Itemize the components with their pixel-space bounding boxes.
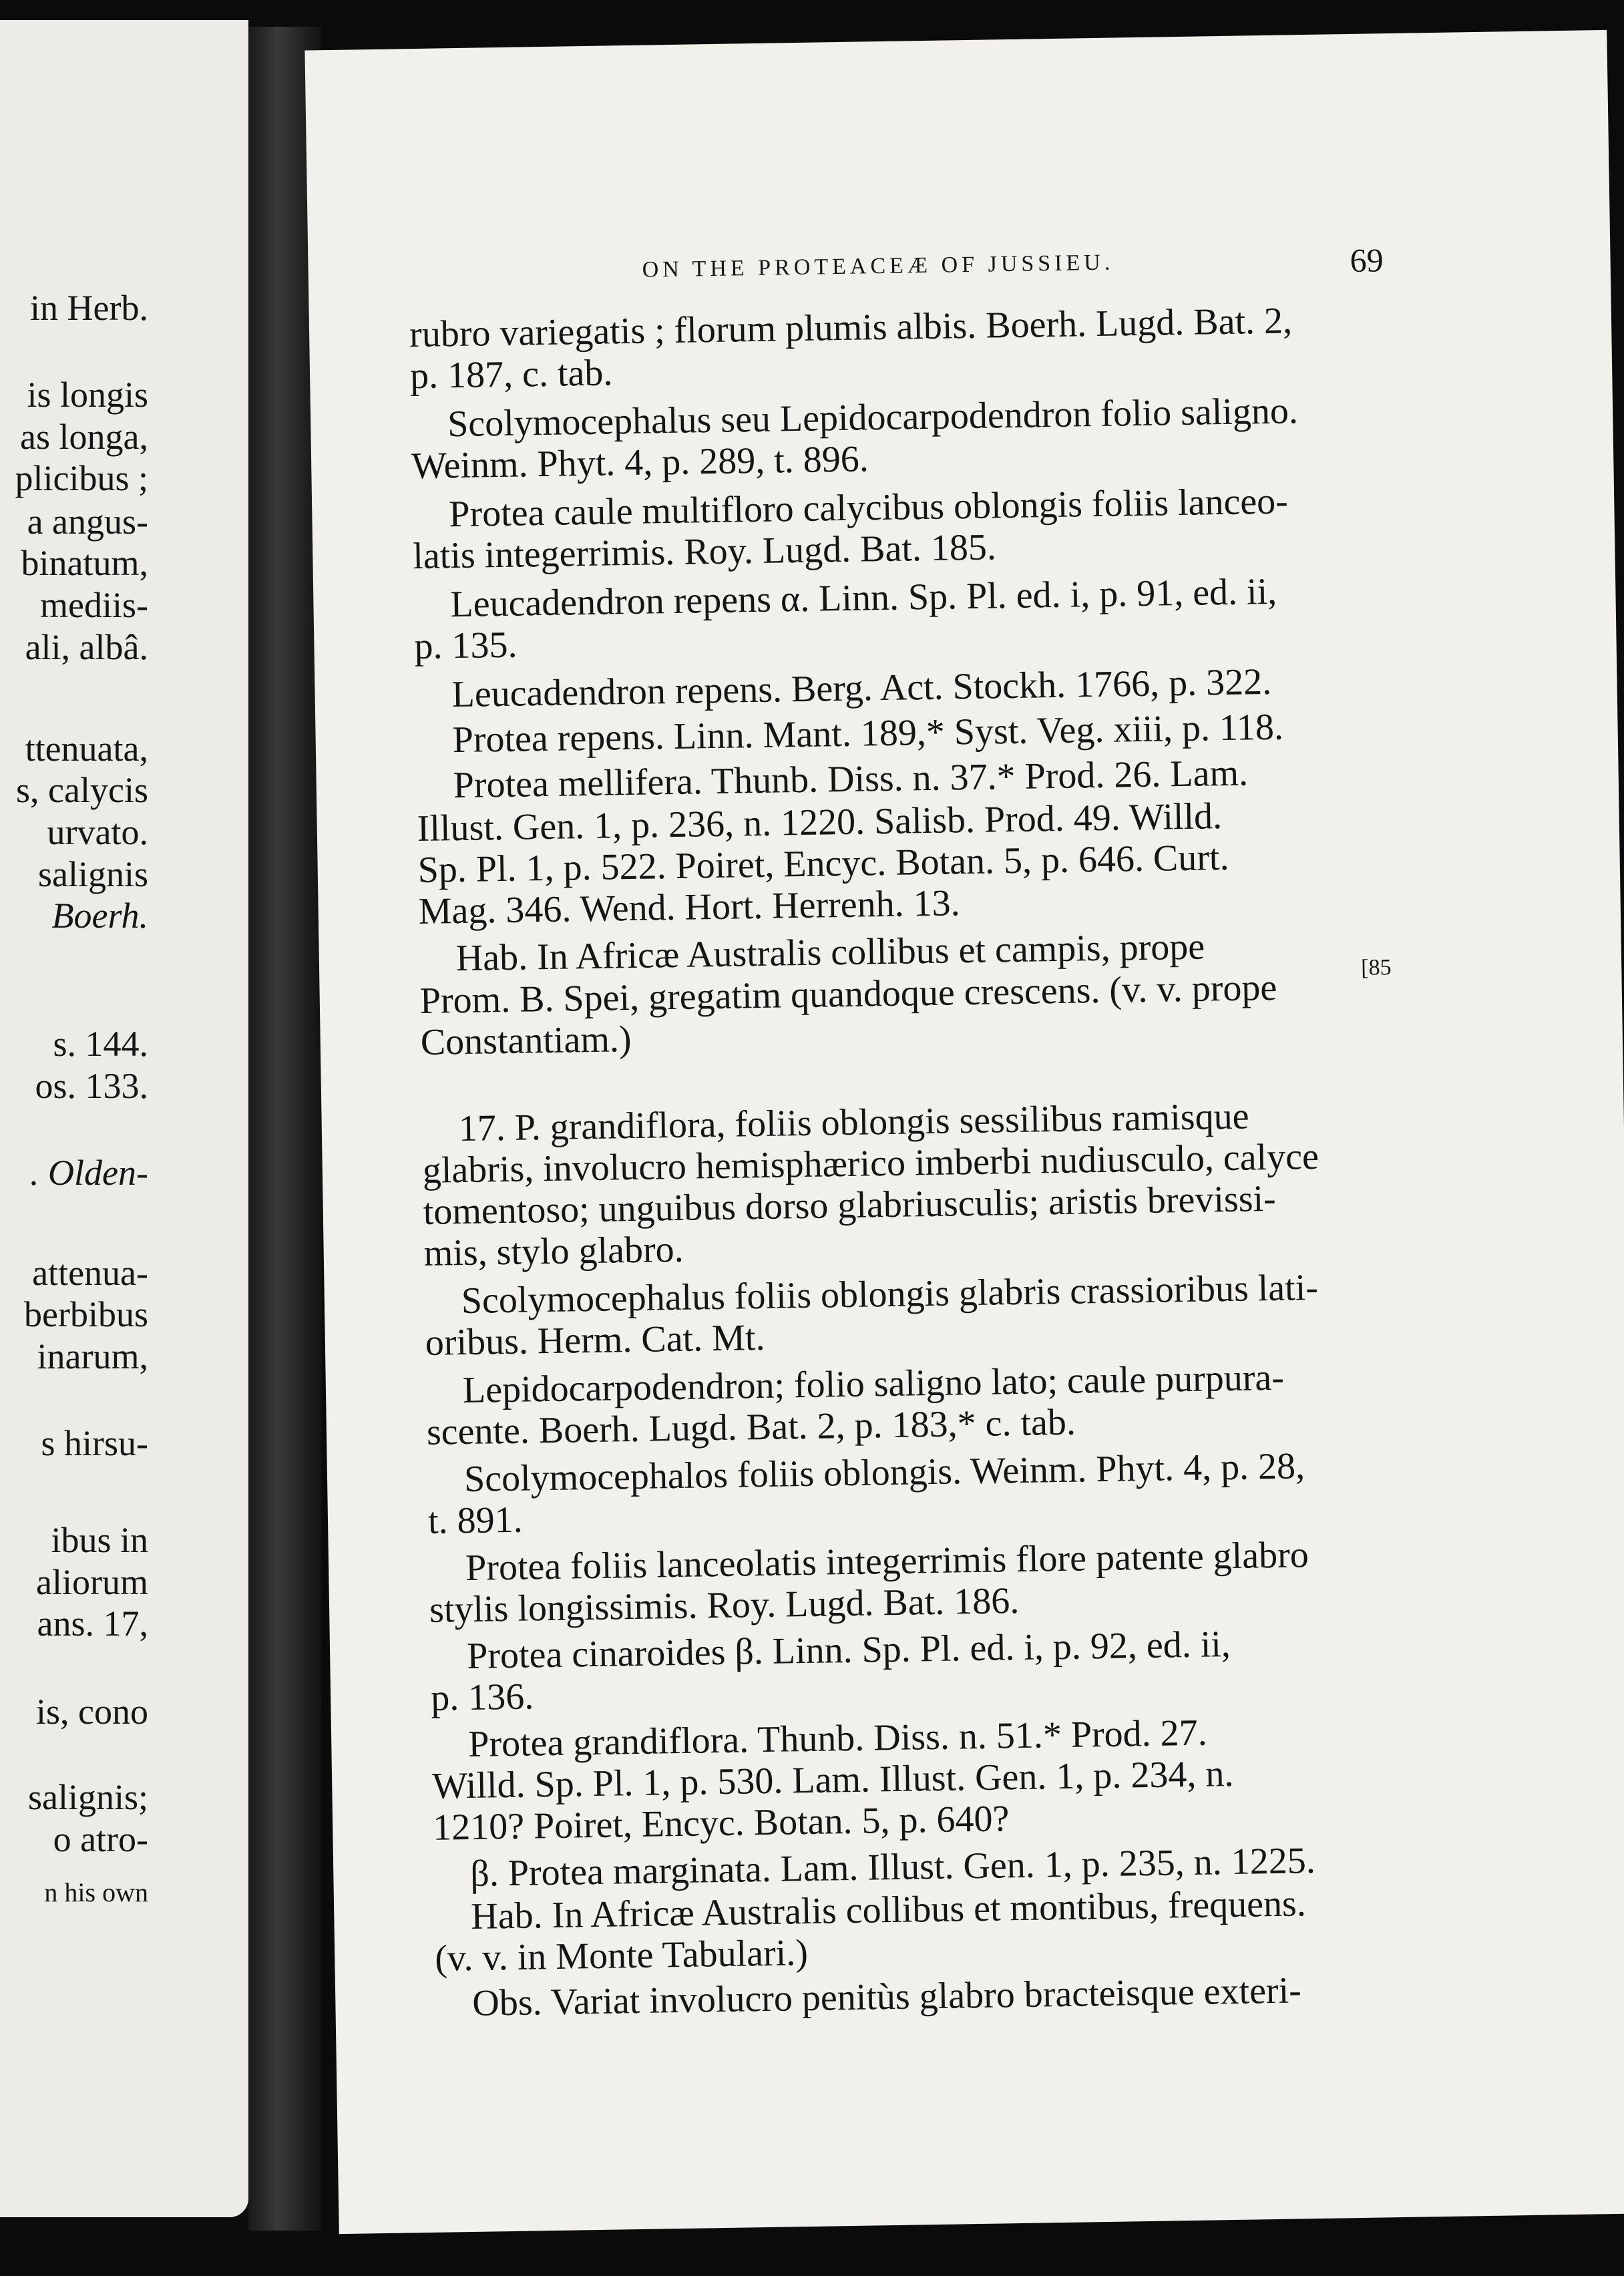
text-line: latis integerrimis. Roy. Lugd. Bat. 185.	[412, 526, 997, 578]
text-line: Hab. In Africæ Australis collibus et campis, prope	[455, 926, 1205, 980]
text-line: (v. v. in Monte Tabulari.)	[434, 1932, 809, 1979]
left-line: as longa,	[20, 417, 148, 457]
left-line: is, cono	[36, 1692, 148, 1732]
left-line: aliorum	[36, 1562, 148, 1602]
left-page	[0, 20, 248, 2217]
left-line: in Herb.	[30, 288, 148, 328]
page-number: 69	[1350, 241, 1384, 279]
text-line: Mag. 346. Wend. Hort. Herrenh. 13.	[418, 882, 961, 932]
text-line: Protea cinaroides β. Linn. Sp. Pl. ed. i, p. 92, ed. ii,	[466, 1624, 1231, 1677]
text-line: tomentoso; unguibus dorso glabriusculis; aristis brevissi-	[423, 1177, 1277, 1233]
left-line: n his own	[44, 1877, 148, 1907]
text-line: Lepidocarpodendron; folio saligno lato; caule purpura-	[462, 1356, 1285, 1412]
text-line: stylis longissimis. Roy. Lugd. Bat. 186.	[429, 1580, 1020, 1631]
text-line: Protea grandiflora. Thunb. Diss. n. 51.* Prod. 27.	[467, 1712, 1208, 1765]
text-line: β. Protea marginata. Lam. Illust. Gen. 1, p. 235, n. 1225.	[469, 1840, 1316, 1895]
left-line: binatum,	[21, 543, 148, 583]
left-line: ans. 17,	[37, 1603, 148, 1644]
running-header: ON THE PROTEACEÆ OF JUSSIEU.	[642, 250, 1114, 282]
left-line: ali, albâ.	[25, 627, 148, 667]
text-line: glabris, involucro hemisphærico imberbi nudiusculo, calyce	[422, 1135, 1320, 1191]
left-line: berbibus	[24, 1294, 148, 1334]
right-page	[304, 30, 1624, 2234]
left-line: a angus-	[27, 502, 148, 542]
left-line: attenua-	[32, 1253, 148, 1293]
text-line: Illust. Gen. 1, p. 236, n. 1220. Salisb. Prod. 49. Willd.	[417, 795, 1223, 850]
text-line: Leucadendron repens. Berg. Act. Stockh. 1766, p. 322.	[451, 660, 1272, 716]
text-line: Protea foliis lanceolatis integerrimis flore patente glabro	[465, 1534, 1309, 1589]
text-line: Prom. B. Spei, gregatim quandoque crescens. (v. v. prope	[419, 966, 1277, 1022]
text-line: Obs. Variat involucro penitùs glabro bracteisque exteri-	[471, 1969, 1302, 2024]
text-line: p. 136.	[430, 1676, 534, 1719]
text-line: p. 135.	[413, 624, 518, 668]
left-line: mediis-	[40, 585, 148, 625]
left-line: Boerh.	[51, 896, 148, 936]
text-line: Leucadendron repens α. Linn. Sp. Pl. ed. i, p. 91, ed. ii,	[450, 570, 1277, 626]
text-line: t. 891.	[427, 1499, 524, 1542]
text-line: Constantiam.)	[420, 1018, 632, 1063]
text-line: rubro variegatis ; florum plumis albis. Boerh. Lugd. Bat. 2,	[409, 300, 1293, 356]
text-line: Scolymocephalus foliis oblongis glabris crassioribus lati-	[461, 1266, 1319, 1322]
text-line: Scolymocephalus seu Lepidocarpodendron folio saligno.	[447, 390, 1299, 445]
text-line: Weinm. Phyt. 4, p. 289, t. 896.	[411, 438, 869, 488]
left-line: salignis;	[27, 1777, 148, 1817]
left-line: plicibus ;	[15, 458, 148, 498]
left-line: ibus in	[51, 1520, 148, 1560]
left-line: urvato.	[47, 812, 148, 852]
left-line: s. 144.	[53, 1024, 148, 1064]
text-line: p. 187, c. tab.	[409, 352, 613, 397]
left-line: ttenuata,	[25, 729, 148, 769]
text-line: oribus. Herm. Cat. Mt.	[425, 1316, 765, 1364]
text-line: mis, stylo glabro.	[423, 1228, 684, 1274]
left-line: s hirsu-	[41, 1423, 148, 1463]
text-line: scente. Boerh. Lugd. Bat. 2, p. 183,* c. tab.	[426, 1401, 1076, 1453]
margin-note: [85	[1360, 955, 1392, 980]
left-line: s, calycis	[16, 770, 148, 810]
left-line: o atro-	[53, 1819, 148, 1859]
species-heading: 17. P. grandiflora, foliis oblongis sessilibus ramisque	[458, 1095, 1249, 1150]
left-line: . Olden-	[30, 1153, 148, 1193]
left-line: is longis	[27, 375, 148, 415]
left-line: salignis	[37, 854, 148, 894]
left-line: os. 133.	[35, 1066, 148, 1106]
text-line: Hab. In Africæ Australis collibus et montibus, frequens.	[470, 1883, 1307, 1937]
text-line: Willd. Sp. Pl. 1, p. 530. Lam. Illust. Gen. 1, p. 234, n.	[431, 1752, 1234, 1807]
text-line: Protea repens. Linn. Mant. 189,* Syst. Veg. xiii, p. 118.	[452, 706, 1284, 761]
text-line: Sp. Pl. 1, p. 522. Poiret, Encyc. Botan. 5, p. 646. Curt.	[417, 836, 1229, 892]
text-line: Scolymocephalos foliis oblongis. Weinm. Phyt. 4, p. 28,	[463, 1445, 1305, 1501]
left-line: inarum,	[37, 1336, 148, 1376]
text-line: Protea caule multifloro calycibus oblongis foliis lanceo-	[448, 480, 1289, 536]
text-line: Protea mellifera. Thunb. Diss. n. 37.* Prod. 26. Lam.	[453, 752, 1249, 807]
text-line: 1210? Poiret, Encyc. Botan. 5, p. 640?	[432, 1798, 1010, 1849]
